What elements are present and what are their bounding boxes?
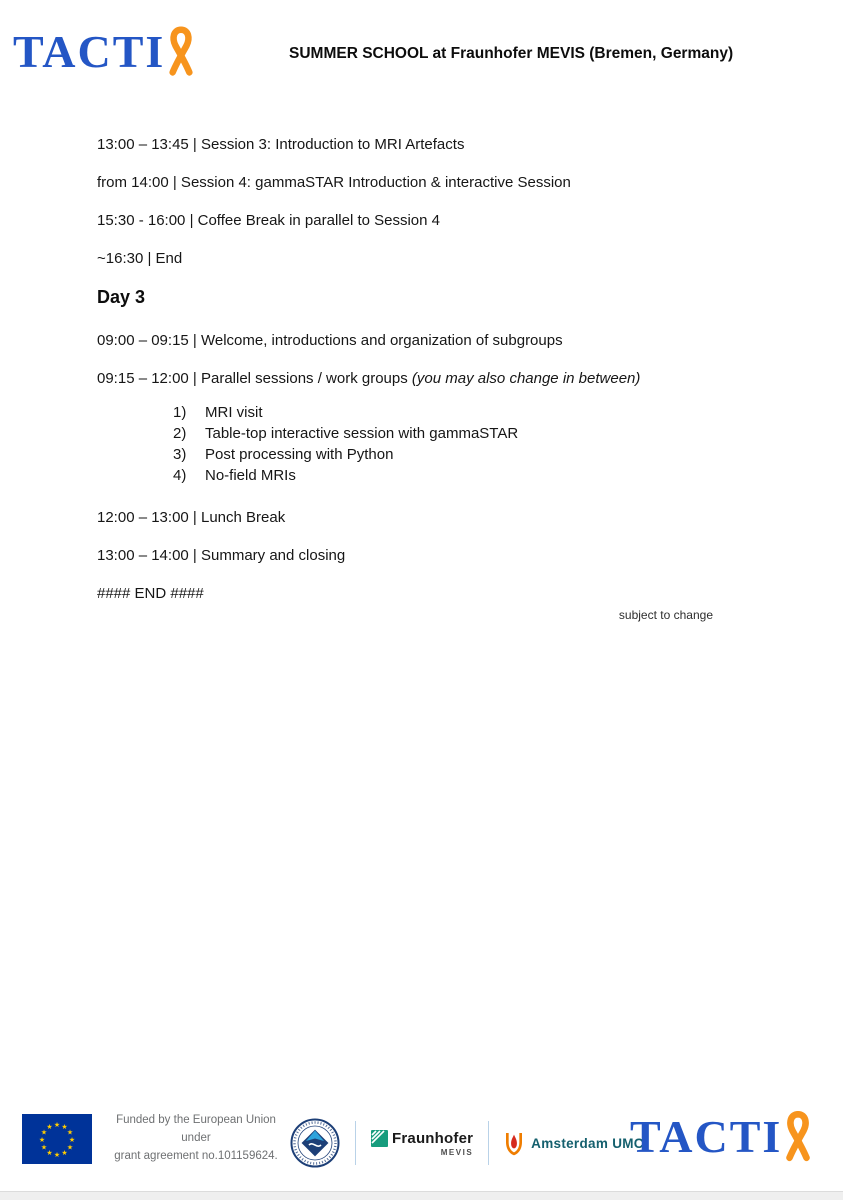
svg-text:★: ★ (38, 1135, 46, 1144)
schedule-line: 13:00 – 14:00 | Summary and closing (97, 547, 346, 564)
partner-logos (290, 1118, 644, 1168)
list-item-label: Table-top interactive session with gammaSTAR (205, 425, 519, 442)
schedule-line: 15:30 - 16:00 | Coffee Break in parallel to Session 4 (97, 212, 441, 229)
list-item (173, 465, 518, 486)
schedule-line (97, 370, 640, 387)
tactix-wordmark: TACTI (630, 1111, 783, 1162)
fraunhofer-sub-label: MEVIS (440, 1147, 474, 1157)
tactix-logo-top (13, 26, 198, 78)
svg-text:★: ★ (53, 1150, 61, 1159)
funding-line-2: grant agreement no.101159624. (114, 1149, 278, 1162)
list-item (173, 402, 518, 423)
page-title: SUMMER SCHOOL at Fraunhofer MEVIS (Bremen, Germany) (289, 45, 734, 62)
funding-statement (106, 1112, 286, 1165)
svg-text:★: ★ (40, 1143, 48, 1152)
svg-text:★: ★ (68, 1135, 76, 1144)
list-item-label: MRI visit (205, 404, 263, 421)
footer-divider (488, 1121, 489, 1165)
schedule-line-note: (you may also change in between) (411, 370, 641, 387)
svg-text:★: ★ (40, 1128, 48, 1137)
fraunhofer-icon (371, 1130, 388, 1147)
page-bottom-edge (0, 1191, 843, 1200)
fraunhofer-label: Fraunhofer (392, 1129, 474, 1147)
fraunhofer-mevis-logo (371, 1130, 473, 1157)
eu-flag-icon (22, 1114, 92, 1164)
svg-text:★: ★ (61, 1122, 68, 1131)
svg-text:★: ★ (53, 1120, 61, 1129)
workgroup-list (173, 402, 518, 486)
list-item (173, 444, 518, 465)
amsterdam-umc-label: Amsterdam UMC (531, 1135, 644, 1151)
day3-heading: Day 3 (97, 287, 146, 307)
svg-text:★: ★ (46, 1148, 53, 1157)
tactix-logo-bottom (630, 1110, 815, 1164)
svg-text:★: ★ (61, 1148, 68, 1157)
list-item-number: 3) (173, 446, 187, 463)
schedule-line: 09:00 – 09:15 | Welcome, introductions and organization of subgroups (97, 332, 563, 349)
list-item-label: No-field MRIs (205, 467, 296, 484)
list-item-number: 2) (173, 425, 187, 442)
eu-funding-block (22, 1112, 286, 1165)
awareness-ribbon-icon (781, 1110, 815, 1164)
amsterdam-umc-logo (504, 1130, 644, 1156)
svg-text:★: ★ (66, 1128, 74, 1137)
schedule-line: ~16:30 | End (97, 250, 183, 267)
tactix-wordmark: TACTI (13, 26, 166, 77)
schedule-line: from 14:00 | Session 4: gammaSTAR Introduction & interactive Session (97, 174, 571, 191)
funding-line-1: Funded by the European Union under (116, 1114, 276, 1144)
fraunhofer-text (392, 1130, 473, 1157)
list-item-number: 4) (173, 467, 187, 484)
amsterdam-umc-icon (504, 1130, 524, 1156)
schedule-line: 13:00 – 13:45 | Session 3: Introduction to MRI Artefacts (97, 136, 465, 153)
footer-divider (355, 1121, 356, 1165)
schedule-line-text: 09:15 – 12:00 | Parallel sessions / work groups (97, 370, 412, 387)
svg-text:★: ★ (46, 1122, 53, 1131)
list-item (173, 423, 518, 444)
schedule-line: 12:00 – 13:00 | Lunch Break (97, 509, 286, 526)
end-marker: #### END #### (97, 585, 204, 602)
bogazici-university-seal-icon (290, 1118, 340, 1168)
awareness-ribbon-icon (164, 26, 198, 78)
subject-to-change-note: subject to change (618, 608, 713, 622)
list-item-label: Post processing with Python (205, 446, 394, 463)
svg-text:★: ★ (66, 1143, 74, 1152)
list-item-number: 1) (173, 404, 187, 421)
